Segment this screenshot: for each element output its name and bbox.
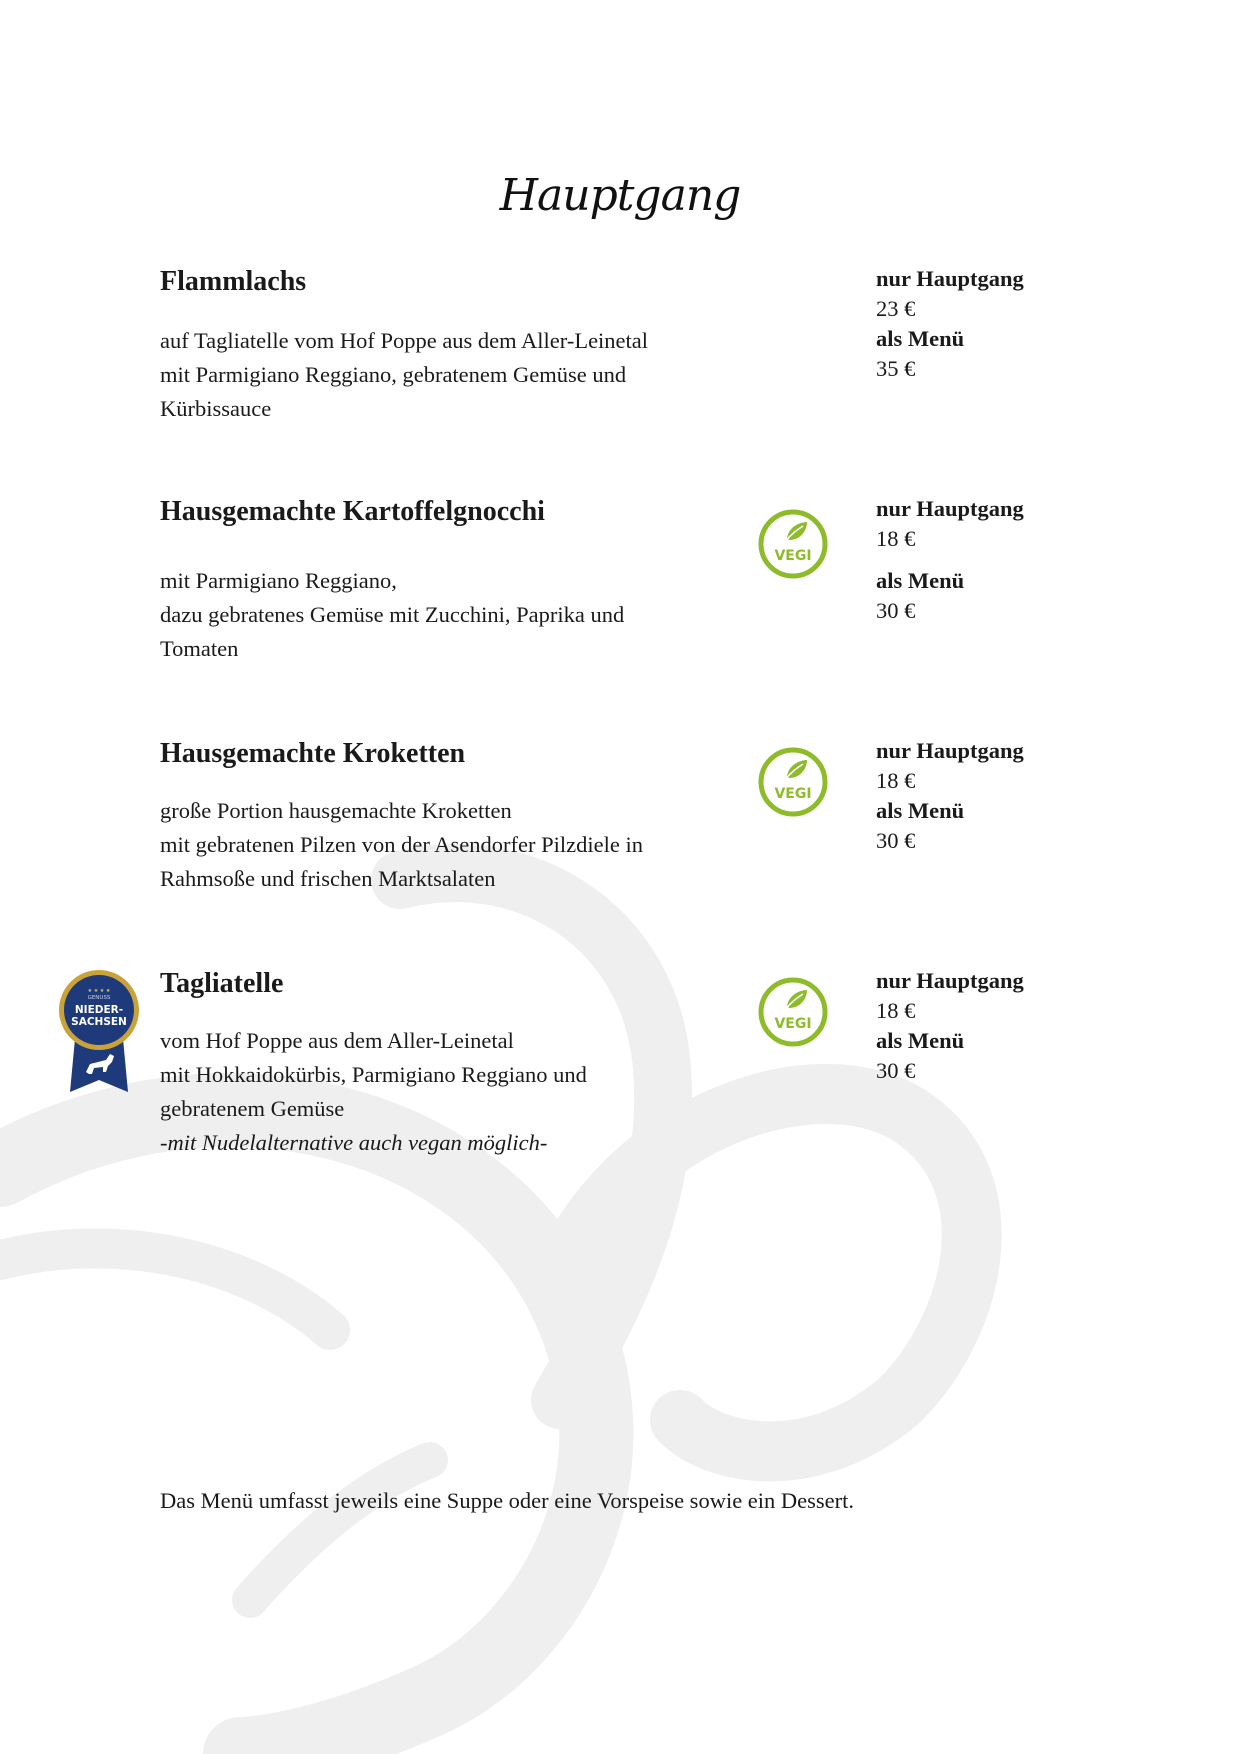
price-main-label: nur Hauptgang [876,266,1024,291]
badge-text-top: GENUSS [87,995,111,1001]
description-line: Rahmsoße und frischen Marktsalaten [160,866,496,891]
vegi-icon [757,508,829,580]
price-main: 18 € [876,768,916,793]
price-main-label: nur Hauptgang [876,968,1024,993]
dish-description [160,564,720,666]
price-main-label: nur Hauptgang [876,738,1024,763]
price-menu-label: als Menü [876,326,965,351]
price-main-label: nur Hauptgang [876,496,1024,521]
badge-text-line2: SACHSEN [71,1016,127,1028]
dish-name: Hausgemachte Kroketten [160,738,466,769]
dish-name: Flammlachs [160,266,307,297]
price-menu-label: als Menü [876,1028,965,1053]
dish-note: -mit Nudelalternative auch vegan möglich- [160,1130,548,1155]
svg-text:★ ★ ★ ★: ★ ★ ★ ★ [87,988,111,994]
menu-footer-note: Das Menü umfasst jeweils eine Suppe oder eine Vorspeise sowie ein Dessert. [160,1488,855,1513]
dish-description [160,324,720,426]
vegi-icon [757,976,829,1048]
price-block [876,264,1024,384]
description-line: auf Tagliatelle vom Hof Poppe aus dem Aller-Leinetal [160,328,649,353]
description-line: dazu gebratenes Gemüse mit Zucchini, Paprika und [160,602,625,627]
vegi-label: VEGI [774,786,812,802]
dish-name: Tagliatelle [160,968,284,999]
vegi-icon [757,746,829,818]
price-main: 18 € [876,998,916,1023]
price-block [876,494,1024,626]
price-main: 23 € [876,296,916,321]
description-line: vom Hof Poppe aus dem Aller-Leinetal [160,1028,514,1053]
badge-text-line1: NIEDER- [74,1004,124,1016]
description-line: Kürbissauce [160,396,272,421]
dish-description [160,794,720,896]
page-title: Hauptgang [499,170,741,221]
price-menu-label: als Menü [876,798,965,823]
vegi-label: VEGI [774,548,812,564]
price-block [876,736,1024,856]
niedersachsen-badge [56,968,142,1096]
dish-description [160,1024,720,1160]
price-menu: 35 € [876,356,916,381]
dish-name: Hausgemachte Kartoffelgnocchi [160,496,545,527]
price-menu: 30 € [876,598,916,623]
description-line: mit gebratenen Pilzen von der Asendorfer Pilzdiele in [160,832,643,857]
price-block [876,966,1024,1086]
price-main: 18 € [876,526,916,551]
description-line: mit Parmigiano Reggiano, gebratenem Gemüse und [160,362,627,387]
description-line: große Portion hausgemachte Kroketten [160,798,512,823]
description-line: mit Parmigiano Reggiano, [160,568,397,593]
price-menu: 30 € [876,1058,916,1083]
vegi-label: VEGI [774,1016,812,1032]
description-line: mit Hokkaidokürbis, Parmigiano Reggiano und [160,1062,587,1087]
price-menu-label: als Menü [876,568,965,593]
price-menu: 30 € [876,828,916,853]
description-line: Tomaten [160,636,239,661]
description-line: gebratenem Gemüse [160,1096,345,1121]
